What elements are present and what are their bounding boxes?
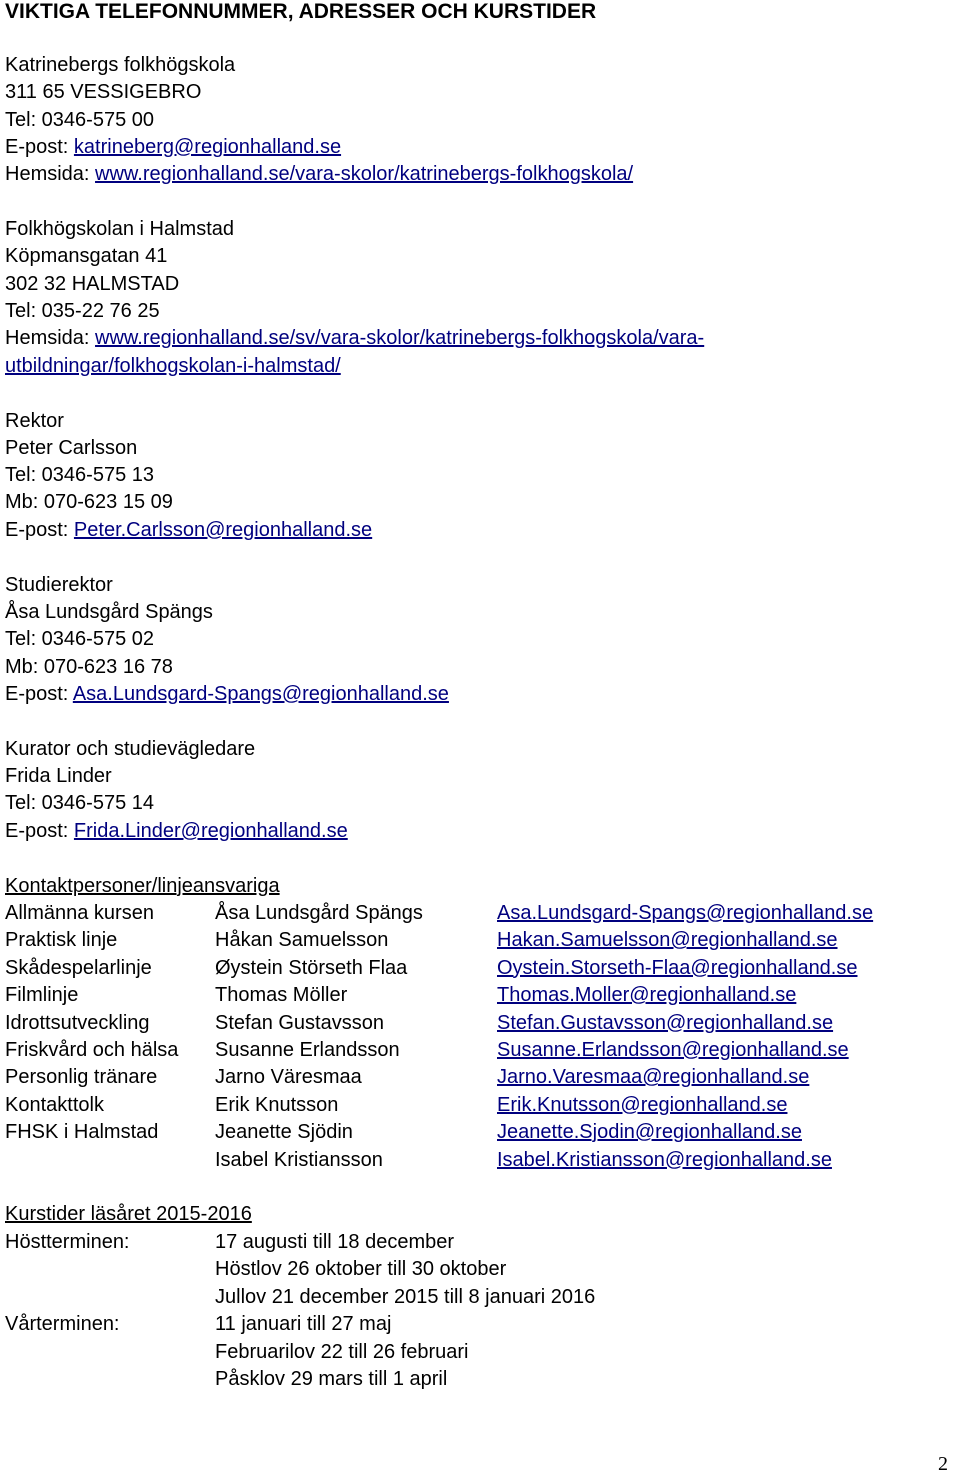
school-address-halmstad: 302 32 HALMSTAD	[5, 273, 180, 295]
contact-email-link[interactable]: Jarno.Varesmaa@regionhalland.se	[497, 1066, 810, 1089]
contact-course: Praktisk linje	[5, 929, 118, 952]
web-label: Hemsida:	[5, 327, 96, 349]
term-row	[5, 1312, 955, 1336]
term-text: Februarilov 22 till 26 februari	[215, 1340, 469, 1363]
contact-email-link[interactable]: Jeanette.Sjodin@regionhalland.se	[497, 1121, 802, 1144]
contact-email-link[interactable]: Isabel.Kristiansson@regionhalland.se	[497, 1148, 832, 1171]
contact-person: Isabel Kristiansson	[215, 1148, 383, 1171]
role-studierektor: Studierektor	[5, 574, 113, 596]
contact-person: Øystein Störseth Flaa	[215, 956, 408, 979]
email-row-rektor	[5, 518, 372, 542]
tel-kurator: Tel: 0346-575 14	[5, 792, 155, 814]
term-row	[5, 1340, 955, 1364]
contact-person: Susanne Erlandsson	[215, 1039, 400, 1061]
contact-email-link[interactable]: Erik.Knutsson@regionhalland.se	[497, 1093, 788, 1116]
term-row	[5, 1367, 955, 1391]
contact-email-link[interactable]: Susanne.Erlandsson@regionhalland.se	[497, 1039, 849, 1061]
table-row	[5, 983, 955, 1007]
table-row	[5, 1065, 955, 1089]
email-link-katrineberg[interactable]: katrineberg@regionhalland.se	[73, 136, 342, 158]
email-link-studierektor[interactable]: Asa.Lundsgard-Spangs@regionhalland.se	[72, 683, 449, 705]
contact-course: Idrottsutveckling	[5, 1011, 150, 1034]
email-label: E-post:	[5, 519, 74, 541]
term-text: Höstlov 26 oktober till 30 oktober	[215, 1258, 507, 1281]
school-address-katrineberg: 311 65 VESSIGEBRO	[5, 81, 202, 103]
role-rektor: Rektor	[5, 410, 64, 432]
table-row	[5, 1148, 955, 1172]
contact-email-link[interactable]: Hakan.Samuelsson@regionhalland.se	[497, 929, 838, 952]
term-text: Jullov 21 december 2015 till 8 januari 2016	[215, 1285, 596, 1308]
term-label: Vårterminen:	[5, 1313, 120, 1336]
term-label: Höstterminen:	[5, 1231, 130, 1253]
term-text: 11 januari till 27 maj	[215, 1313, 392, 1336]
email-link-rektor[interactable]: Peter.Carlsson@regionhalland.se	[73, 519, 373, 541]
mobile-rektor: Mb: 070-623 15 09	[5, 491, 173, 513]
web-link-katrineberg[interactable]: www.regionhalland.se/vara-skolor/katrinebergs-folkhogskola/	[95, 163, 634, 185]
table-row	[5, 1011, 955, 1035]
term-row	[5, 1230, 955, 1254]
contact-email-link[interactable]: Thomas.Moller@regionhalland.se	[497, 984, 797, 1007]
email-link-kurator[interactable]: Frida.Linder@regionhalland.se	[73, 820, 348, 842]
page-title: VIKTIGA TELEFONNUMMER, ADRESSER OCH KURSTIDER	[5, 0, 597, 23]
web-link-halmstad-part1[interactable]: www.regionhalland.se/sv/vara-skolor/katrinebergs-folkhogskola/vara-	[95, 327, 705, 349]
contact-email-link[interactable]: Stefan.Gustavsson@regionhalland.se	[497, 1011, 834, 1034]
role-kurator: Kurator och studievägledare	[5, 738, 256, 760]
name-kurator: Frida Linder	[5, 765, 112, 787]
contacts-heading: Kontaktpersoner/linjeansvariga	[5, 875, 280, 897]
term-text: Påsklov 29 mars till 1 april	[215, 1368, 448, 1390]
term-row	[5, 1285, 955, 1309]
contact-course: Friskvård och hälsa	[5, 1039, 179, 1061]
contact-course: Personlig tränare	[5, 1066, 158, 1089]
table-row	[5, 956, 955, 980]
email-label: E-post:	[5, 136, 74, 158]
contact-person: Jarno Väresmaa	[215, 1066, 362, 1089]
tel-rektor: Tel: 0346-575 13	[5, 464, 155, 486]
school-street-halmstad: Köpmansgatan 41	[5, 245, 168, 267]
contact-person: Thomas Möller	[215, 984, 348, 1007]
contact-person: Stefan Gustavsson	[215, 1011, 384, 1034]
tel-studierektor: Tel: 0346-575 02	[5, 628, 155, 650]
school-tel-halmstad: Tel: 035-22 76 25	[5, 300, 160, 322]
contact-course: Allmänna kursen	[5, 902, 154, 924]
term-text: 17 augusti till 18 december	[215, 1231, 455, 1253]
school-email-row-katrineberg	[5, 135, 341, 159]
school-web-row-halmstad-cont	[5, 354, 341, 378]
email-row-studierektor	[5, 682, 449, 706]
email-label: E-post:	[5, 683, 73, 705]
school-web-row-halmstad	[5, 326, 704, 350]
school-web-row-katrineberg	[5, 162, 633, 186]
table-row	[5, 928, 955, 952]
school-name-halmstad: Folkhögskolan i Halmstad	[5, 218, 234, 240]
contact-person: Jeanette Sjödin	[215, 1121, 353, 1144]
terms-heading: Kurstider läsåret 2015-2016	[5, 1203, 252, 1225]
contact-course: FHSK i Halmstad	[5, 1121, 159, 1144]
term-row	[5, 1257, 955, 1281]
contact-person: Erik Knutsson	[215, 1093, 339, 1116]
table-row	[5, 1093, 955, 1117]
table-row	[5, 1038, 955, 1062]
contact-email-link[interactable]: Asa.Lundsgard-Spangs@regionhalland.se	[497, 902, 874, 924]
contact-email-link[interactable]: Oystein.Storseth-Flaa@regionhalland.se	[497, 956, 858, 979]
email-label: E-post:	[5, 820, 74, 842]
mobile-studierektor: Mb: 070-623 16 78	[5, 656, 173, 678]
school-name-katrineberg: Katrinebergs folkhögskola	[5, 54, 236, 76]
contact-course: Filmlinje	[5, 984, 79, 1007]
contact-person: Åsa Lundsgård Spängs	[215, 902, 423, 924]
web-label: Hemsida:	[5, 163, 96, 185]
name-studierektor: Åsa Lundsgård Spängs	[5, 601, 213, 623]
email-row-kurator	[5, 819, 348, 843]
contact-person: Håkan Samuelsson	[215, 929, 389, 952]
name-rektor: Peter Carlsson	[5, 437, 138, 459]
page-number: 2	[938, 1453, 948, 1475]
school-tel-katrineberg: Tel: 0346-575 00	[5, 109, 155, 131]
contact-course: Skådespelarlinje	[5, 956, 152, 979]
table-row	[5, 1120, 955, 1144]
table-row	[5, 901, 955, 925]
contact-course: Kontakttolk	[5, 1093, 104, 1116]
web-link-halmstad-part2[interactable]: utbildningar/folkhogskolan-i-halmstad/	[5, 355, 341, 377]
